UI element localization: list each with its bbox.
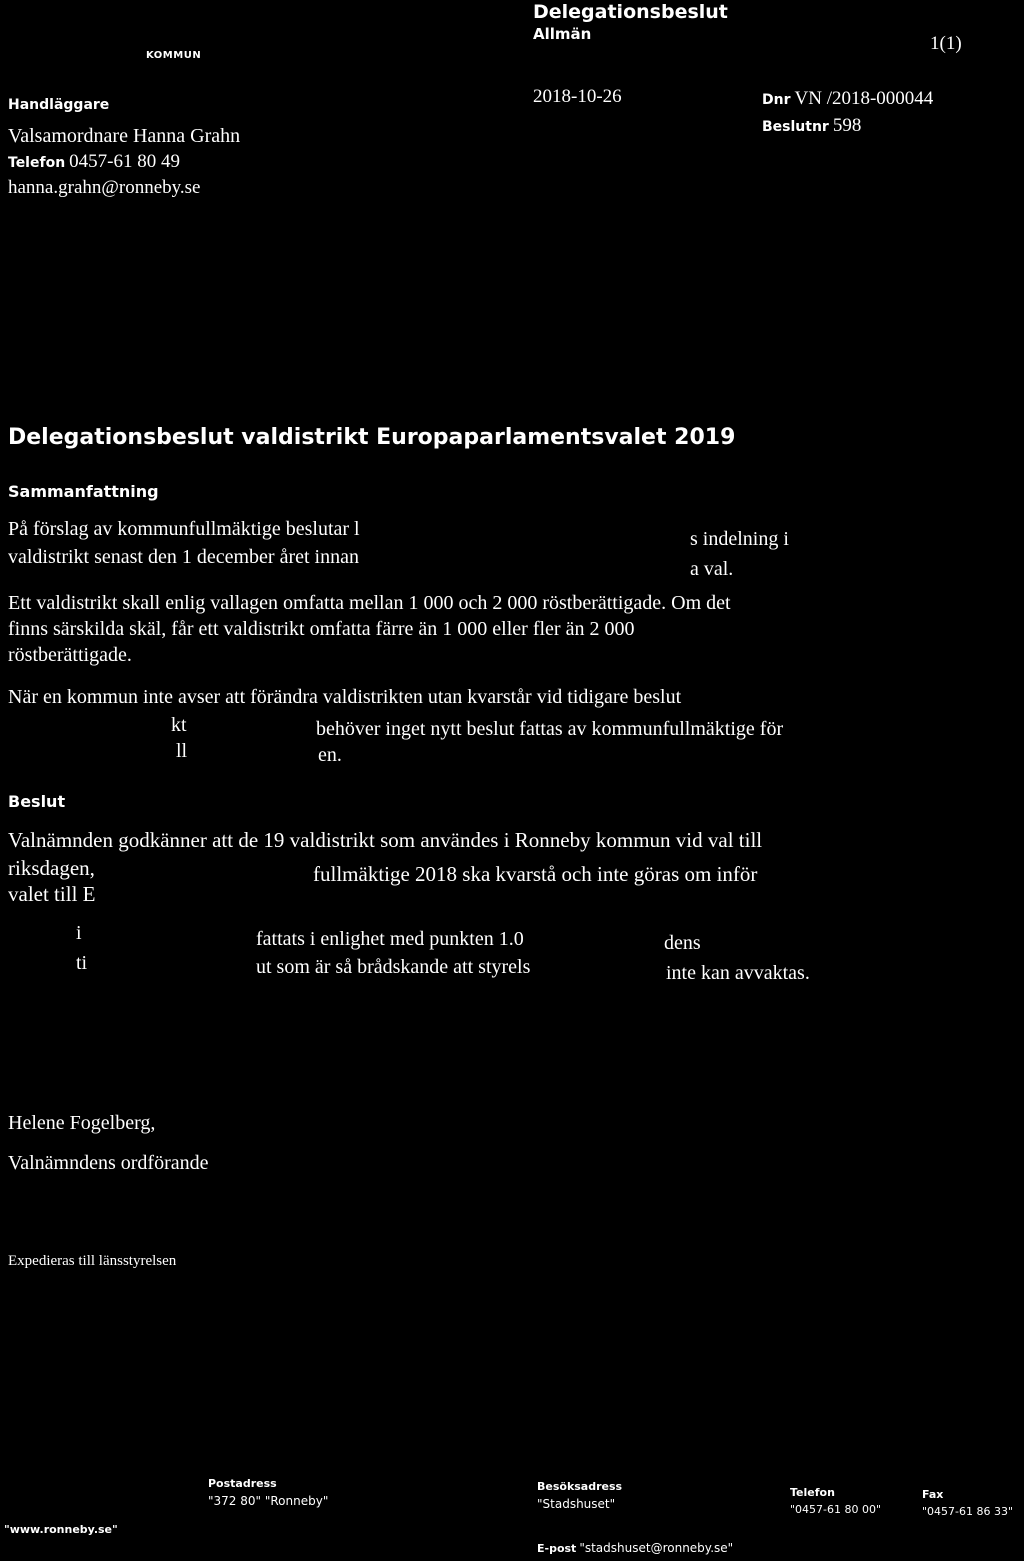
handler-label: Handläggare <box>8 97 110 113</box>
decision-line4b: fattats i enlighet med punkten 1.0 <box>256 928 524 950</box>
footer-tel-value: "0457-61 80 00" <box>790 1503 882 1516</box>
classification: Allmän <box>533 25 592 43</box>
doc-type: Delegationsbeslut <box>533 1 728 23</box>
footer-email-value: "stadshuset@ronneby.se" <box>579 1541 734 1555</box>
summary-p2-line3: röstberättigade. <box>8 644 132 666</box>
footer-post-label: Postadress <box>208 1477 277 1490</box>
summary-p2-line2: finns särskilda skäl, får ett valdistrikt omfatta färre än 1 000 eller fler än 2 000 <box>8 618 635 640</box>
summary-p3-line1: När en kommun inte avser att förändra valdistrikten utan kvarstår vid tidigare beslut <box>8 686 682 708</box>
phone-line <box>8 151 180 173</box>
decision-line4a: i <box>76 922 82 944</box>
beslutnr-line <box>762 115 861 137</box>
municipality-label: KOMMUN <box>146 50 202 61</box>
decision-line4c: dens <box>664 932 701 954</box>
decision-line2a: riksdagen, <box>8 856 95 880</box>
summary-p1-line1b: s indelning i <box>690 528 789 550</box>
summary-heading: Sammanfattning <box>8 482 159 501</box>
phone-label: Telefon <box>8 155 66 171</box>
handler-name: Valsamordnare Hanna Grahn <box>8 125 241 147</box>
footer-email-label: E-post <box>537 1542 577 1555</box>
handler-email: hanna.grahn@ronneby.se <box>8 177 201 198</box>
summary-p3-line3b: en. <box>318 744 342 766</box>
dnr-value: VN /2018-000044 <box>794 88 934 109</box>
summary-p1-line1a: På förslag av kommunfullmäktige beslutar l <box>8 518 360 540</box>
beslutnr-value: 598 <box>832 115 862 136</box>
dispatch-note: Expedieras till länsstyrelsen <box>8 1253 177 1269</box>
page-title: Delegationsbeslut valdistrikt Europaparlamentsvalet 2019 <box>8 425 736 450</box>
summary-p1-line2b: a val. <box>690 558 734 580</box>
summary-p3-line2a: kt <box>171 714 187 736</box>
page-number: 1(1) <box>930 33 962 54</box>
footer-post-value: "372 80" "Ronneby" <box>208 1494 329 1508</box>
decision-line1: Valnämnden godkänner att de 19 valdistrikt som användes i Ronneby kommun vid val till <box>8 828 763 852</box>
footer-fax-label: Fax <box>922 1488 944 1501</box>
document-date: 2018-10-26 <box>533 86 622 107</box>
decision-line3: valet till E <box>8 882 96 906</box>
summary-p2-line1: Ett valdistrikt skall enlig vallagen omfatta mellan 1 000 och 2 000 röstberättigade. Om det <box>8 592 731 614</box>
signatory-role: Valnämndens ordförande <box>8 1152 209 1174</box>
decision-heading: Beslut <box>8 792 66 811</box>
phone-value: 0457-61 80 49 <box>69 151 180 172</box>
decision-line2b: fullmäktige 2018 ska kvarstå och inte göras om inför <box>313 862 758 886</box>
summary-p3-line3a: ll <box>176 740 188 762</box>
footer-web: "www.ronneby.se" <box>4 1523 118 1536</box>
footer-visit-value: "Stadshuset" <box>537 1497 616 1511</box>
decision-line5a: ti <box>76 952 88 974</box>
footer-fax-value: "0457-61 86 33" <box>922 1505 1014 1518</box>
decision-line5b: ut som är så brådskande att styrels <box>256 956 531 978</box>
beslutnr-label: Beslutnr <box>762 119 829 135</box>
footer-email-line <box>537 1541 733 1556</box>
decision-line5c: inte kan avvaktas. <box>666 962 810 984</box>
summary-p1-line2a: valdistrikt senast den 1 december året innan <box>8 546 359 568</box>
footer-visit-label: Besöksadress <box>537 1480 623 1493</box>
signatory-name: Helene Fogelberg, <box>8 1112 156 1134</box>
dnr-line <box>762 88 933 110</box>
dnr-label: Dnr <box>762 92 791 108</box>
summary-p3-line2b: behöver inget nytt beslut fattas av kommunfullmäktige för <box>316 718 784 740</box>
footer-tel-label: Telefon <box>790 1486 835 1499</box>
